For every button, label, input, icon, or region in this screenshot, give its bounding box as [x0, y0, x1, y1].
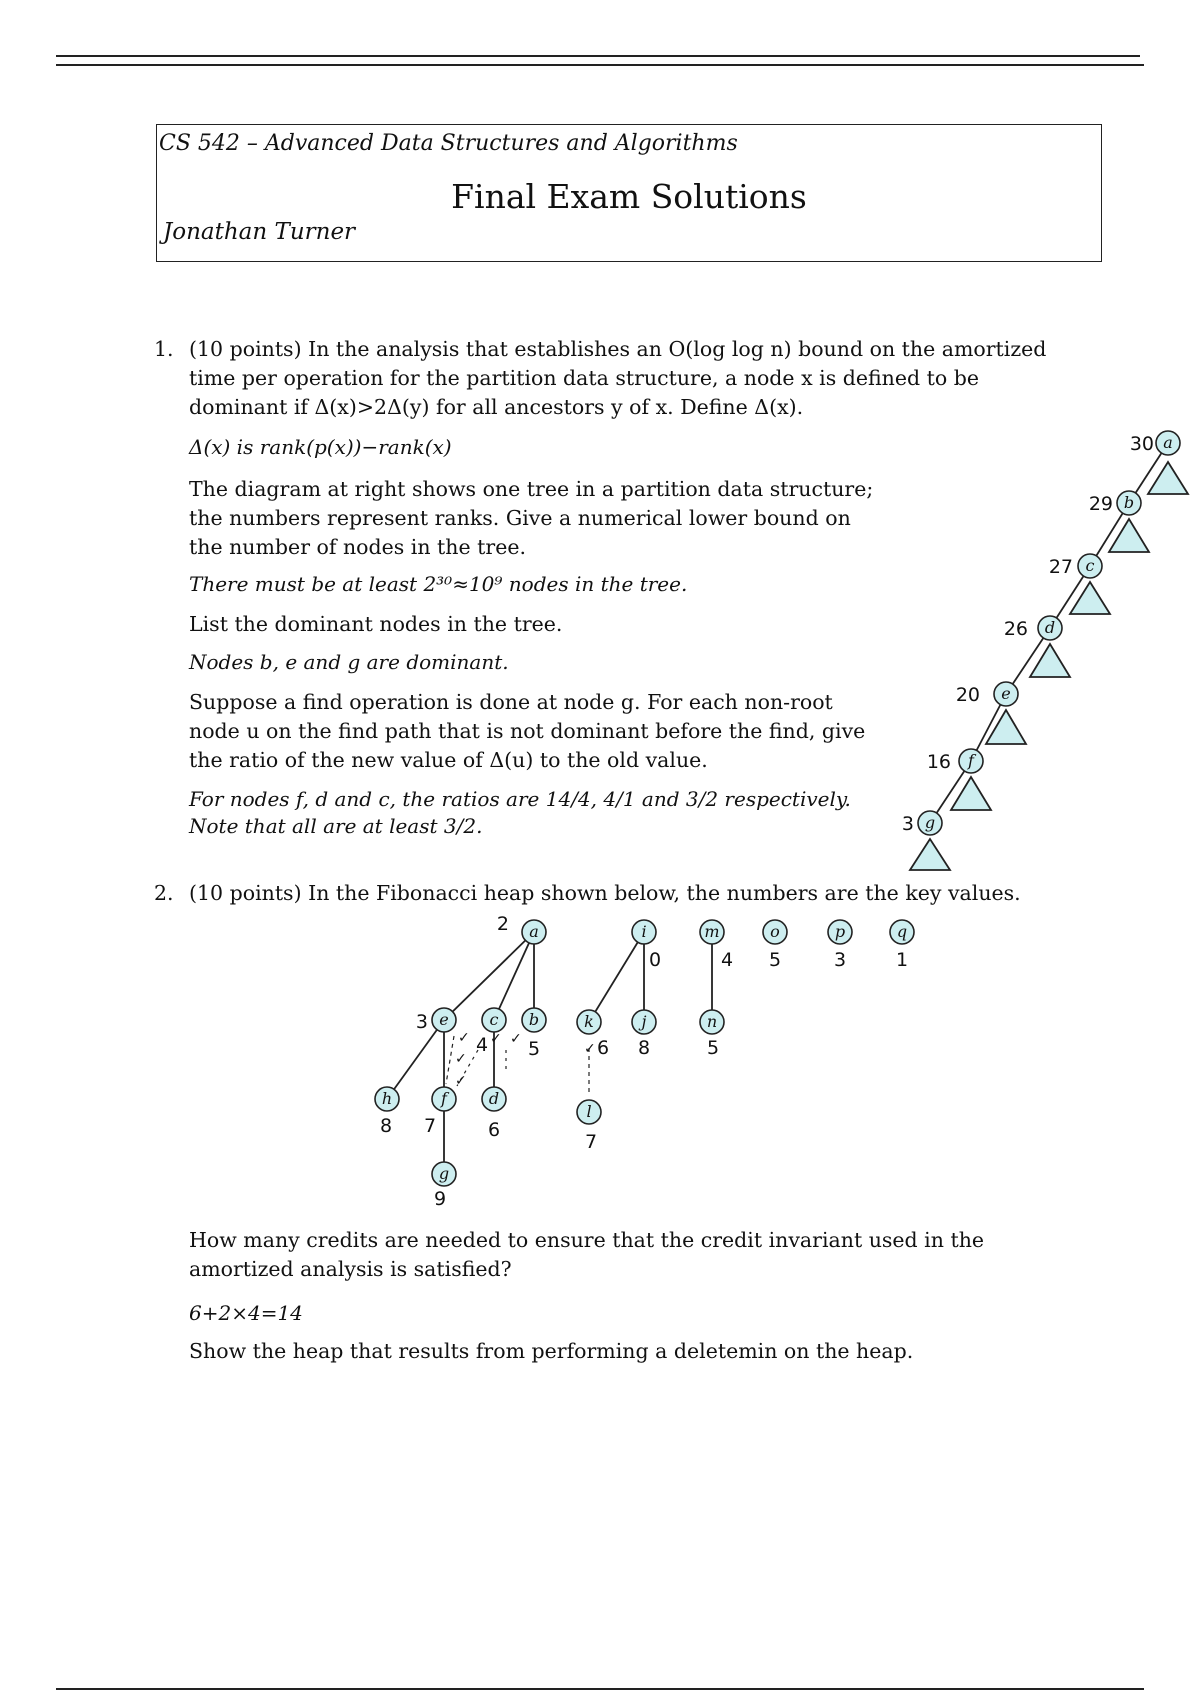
heap-key-n: 5 — [706, 1037, 720, 1059]
q1-prompt-2: The diagram at right shows one tree in a partition data structure; the numbers represent ranks. Give a numerical lower bound on the number of nodes in the tree. — [189, 477, 874, 559]
heap-node-g-label: g — [438, 1164, 450, 1183]
q2-prompt-3: Show the heap that results from performing a deletemin on the heap. — [189, 1339, 914, 1363]
heap-key-e: 3 — [415, 1011, 428, 1033]
q2-answer-2: 6+2×4=14 — [189, 1301, 303, 1325]
bottom-rule — [56, 1688, 1144, 1690]
heap-edge-a-e — [444, 932, 534, 1020]
heap-key-o: 5 — [768, 949, 782, 971]
heap-key-q: 1 — [895, 949, 909, 971]
rank-label-a: 30 — [1129, 433, 1154, 455]
mark-check: ✓ — [510, 1031, 522, 1047]
rank-label-e: 20 — [955, 684, 980, 706]
heap-node-a-label: a — [529, 922, 539, 941]
subtree-triangle — [910, 839, 950, 870]
heap-key-j: 8 — [637, 1037, 651, 1059]
q1-answer-2: There must be at least 2³⁰≈10⁹ nodes in the tree. — [189, 572, 688, 596]
mark-check: ✓ — [455, 1051, 467, 1067]
heap-key-a: 2 — [496, 913, 509, 935]
fibonacci-heap-diagram — [375, 913, 914, 1210]
q1-prompt-4: Suppose a find operation is done at node g. For each non-root node u on the find path that is not dominant before the find, give the ratio of the new value of Δ(u) to the old value. — [189, 690, 866, 772]
tree-node-b-label: b — [1123, 493, 1135, 512]
q2-prompt-1: (10 points) In the Fibonacci heap shown below, the numbers are the key values. — [189, 881, 1021, 905]
subtree-triangle — [1148, 462, 1188, 494]
rank-label-f: 16 — [926, 751, 951, 773]
heap-edge-i-k — [589, 932, 644, 1022]
heap-key-l: 7 — [584, 1131, 598, 1153]
heap-key-d: 6 — [487, 1119, 501, 1141]
q1-answer-4: For nodes f, d and c, the ratios are 14/4, 4/1 and 3/2 respectively. Note that all are at least 3/2. — [189, 787, 851, 838]
heap-node-d-label: d — [488, 1089, 500, 1108]
rank-label-d: 26 — [1003, 618, 1028, 640]
heap-node-b-label: b — [528, 1010, 540, 1029]
heap-edge-a-c — [494, 932, 534, 1020]
heap-node-m-label: m — [704, 922, 720, 941]
rank-label-c: 27 — [1048, 556, 1073, 578]
heap-node-p-label: p — [834, 922, 846, 941]
heap-node-h-label: h — [381, 1089, 393, 1108]
heap-key-h: 8 — [379, 1115, 393, 1137]
course-title: CS 542 – Advanced Data Structures and Algorithms — [159, 131, 738, 156]
heap-key-i: 0 — [648, 949, 662, 971]
q1-prompt-1: (10 points) In the analysis that establishes an O(log log n) bound on the amortized time per operation for the partition data structure, a node x is defined to be dominant if Δ(x)>2Δ(y) for all ancestors y of x. Define Δ(x). — [189, 337, 1047, 419]
q1-answer-1: Δ(x) is rank(p(x))−rank(x) — [189, 435, 452, 459]
mark-check: ✓ — [490, 1031, 502, 1047]
heap-node-c-label: c — [489, 1010, 499, 1029]
heap-key-k: 6 — [596, 1037, 610, 1059]
heap-node-n-label: n — [706, 1012, 718, 1031]
rank-label-b: 29 — [1088, 493, 1113, 515]
heap-node-o-label: o — [770, 922, 780, 941]
mark-check: ✓ — [584, 1041, 596, 1057]
tree-node-d-label: d — [1044, 618, 1056, 637]
tree-node-c-label: c — [1085, 556, 1095, 575]
heap-node-e-label: e — [439, 1010, 449, 1029]
heap-key-f: 7 — [423, 1115, 437, 1137]
author-name: Jonathan Turner — [163, 219, 356, 245]
tree-node-e-label: e — [1001, 684, 1011, 703]
rank-label-g: 3 — [901, 813, 914, 835]
tree-node-g-label: g — [924, 813, 936, 832]
heap-node-i-label: i — [641, 922, 647, 941]
heap-key-c: 4 — [475, 1034, 489, 1056]
q1-number: 1. — [154, 337, 174, 361]
page-title: Final Exam Solutions — [451, 177, 807, 216]
heap-key-g: 9 — [433, 1188, 447, 1210]
heap-node-q-label: q — [896, 922, 908, 941]
tree-node-f-label: f — [968, 751, 974, 770]
heap-node-f-label: f — [441, 1089, 447, 1108]
tree-node-a-label: a — [1163, 433, 1173, 452]
heap-node-j-label: j — [641, 1012, 647, 1031]
heap-node-k-label: k — [584, 1012, 594, 1031]
q2-number: 2. — [154, 881, 174, 905]
mark-check: ✓ — [455, 1073, 467, 1089]
subtree-triangle — [986, 710, 1026, 744]
mark-check: ✓ — [458, 1030, 470, 1046]
heap-node-l-label: l — [586, 1102, 592, 1121]
heap-key-p: 3 — [833, 949, 847, 971]
q1-answer-3: Nodes b, e and g are dominant. — [189, 650, 509, 674]
q2-prompt-2: How many credits are needed to ensure that the credit invariant used in the amortized analysis is satisfied? — [189, 1228, 985, 1281]
q1-prompt-3: List the dominant nodes in the tree. — [189, 612, 563, 636]
heap-dashed-link — [446, 1036, 454, 1084]
heap-key-b: 5 — [527, 1038, 541, 1060]
heap-key-m: 4 — [720, 949, 734, 971]
partition-tree-diagram — [902, 431, 1188, 870]
